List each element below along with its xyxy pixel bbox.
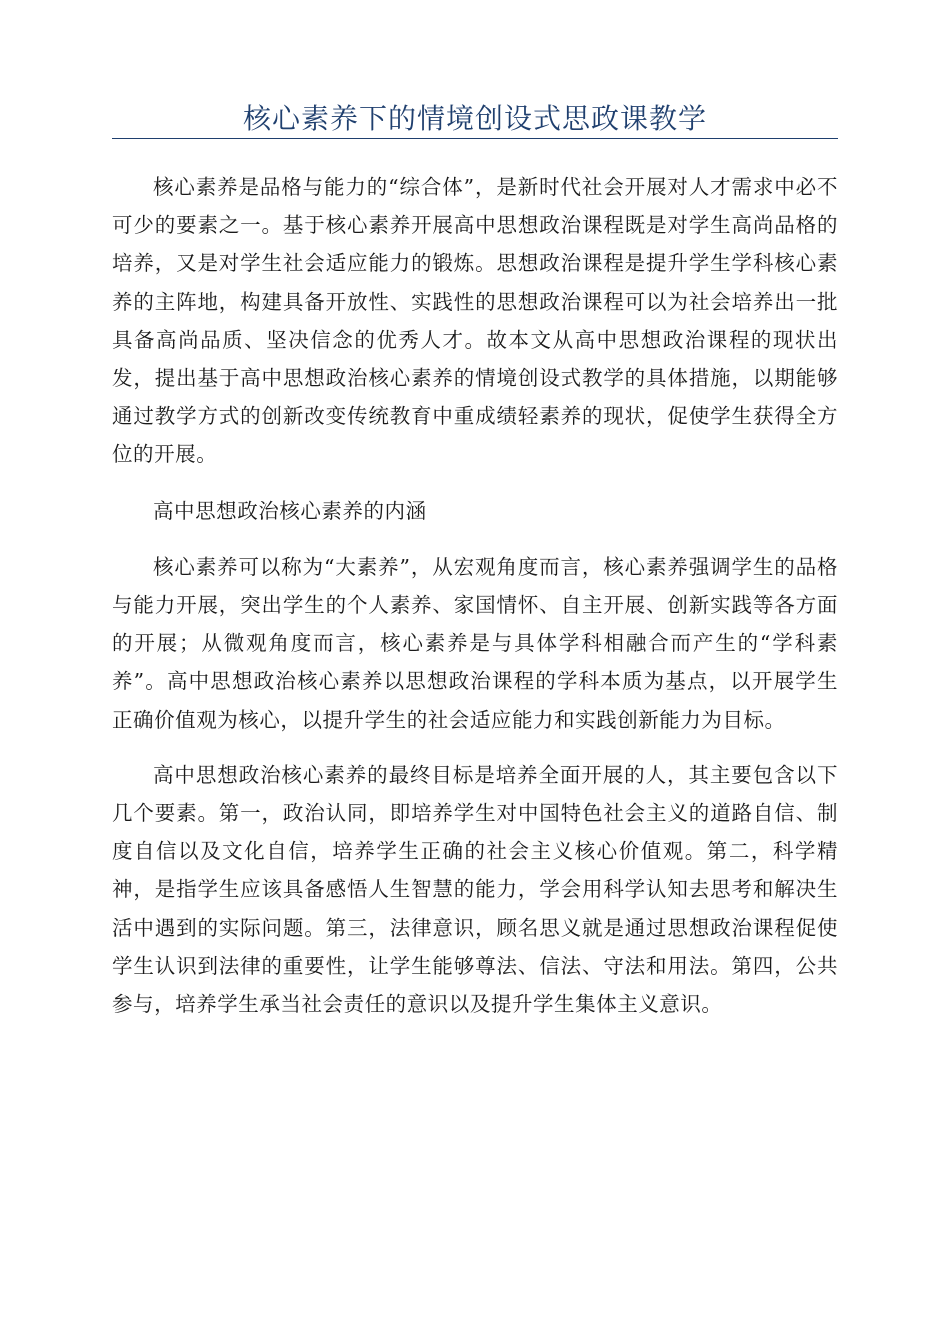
- paragraph-definition: 核心素养可以称为“大素养”，从宏观角度而言，核心素养强调学生的品格与能力开展，突出学生的个人素养、家国情怀、自主开展、创新实践等各方面的开展；从微观角度而言，核心素养是与具体学科相融合而产生的“学科素养”。高中思想政治核心素养以思想政治课程的学科本质为基点，以开展学生正确价值观为核心，以提升学生的社会适应能力和实践创新能力为目标。: [112, 554, 838, 732]
- paragraph-elements: 高中思想政治核心素养的最终目标是培养全面开展的人，其主要包含以下几个要素。第一，政治认同，即培养学生对中国特色社会主义的道路自信、制度自信以及文化自信，培养学生正确的社会主义核心价值观。第二，科学精神，是指学生应该具备感悟人生智慧的能力，学会用科学认知去思考和解决生活中遇到的实际问题。第三，法律意识，顾名思义就是通过思想政治课程促使学生认识到法律的重要性，让学生能够尊法、信法、守法和用法。第四，公共参与，培养学生承当社会责任的意识以及提升学生集体主义意识。: [112, 762, 838, 1017]
- document-body: [112, 168, 838, 1023]
- section-heading: 高中思想政治核心素养的内涵: [153, 498, 427, 523]
- document-title: 核心素养下的情境创设式思政课教学: [242, 102, 707, 135]
- paragraph-intro: 核心素养是品格与能力的“综合体”，是新时代社会开展对人才需求中必不可少的要素之一。基于核心素养开展高中思想政治课程既是对学生高尚品格的培养，又是对学生社会适应能力的锻炼。思想政治课程是提升学生学科核心素养的主阵地，构建具备开放性、实践性的思想政治课程可以为社会培养出一批具备高尚品质、坚决信念的优秀人才。故本文从高中思想政治课程的现状出发，提出基于高中思想政治核心素养的情境创设式教学的具体措施，以期能够通过教学方式的创新改变传统教育中重成绩轻素养的现状，促使学生获得全方位的开展。: [112, 175, 838, 467]
- title-block: [112, 100, 838, 139]
- title-underline: [112, 138, 838, 139]
